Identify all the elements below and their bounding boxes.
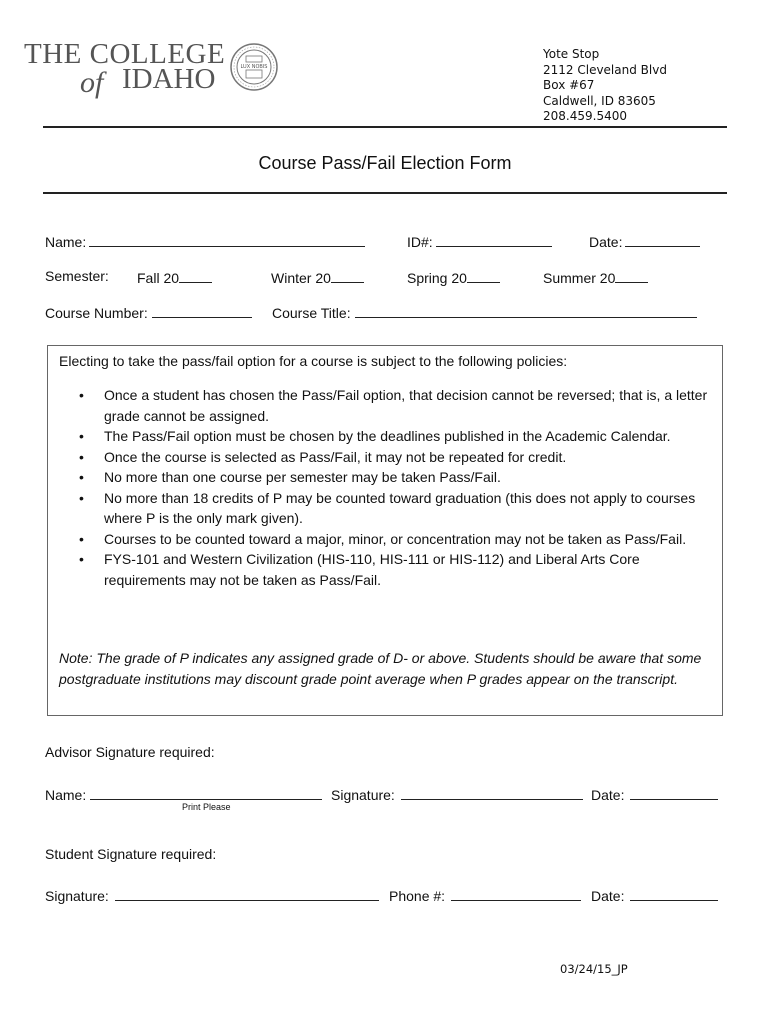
address-phone: 208.459.5400 [543,109,627,123]
address-line: Yote Stop [543,47,600,61]
course-title-field[interactable] [272,303,697,321]
address-line: Caldwell, ID 83605 [543,93,656,108]
date-field[interactable] [589,232,700,250]
student-phone-blank[interactable] [451,886,581,901]
id-blank[interactable] [436,232,552,247]
page-title: Course Pass/Fail Election Form [258,153,512,173]
student-name-field[interactable] [45,232,365,250]
policy-item: • No more than 18 credits of P may be counted toward graduation (this does not apply to courses where P is the only mark given). [48,488,708,529]
course-number-field[interactable] [45,303,252,321]
student-signature-label: Signature: [45,888,109,904]
header-rule [43,126,727,128]
summer-blank[interactable] [615,268,648,283]
course-number-label: Course Number: [45,305,148,321]
policy-item: • The Pass/Fail option must be chosen by the deadlines published in the Academic Calendar. [48,426,708,447]
college-seal-icon [229,42,279,92]
policy-item: • No more than one course per semester may be taken Pass/Fail. [48,467,708,488]
form-revision-code: 03/24/15_JP [560,962,628,976]
spring-blank[interactable] [467,268,500,283]
policy-item: • Courses to be counted toward a major, minor, or concentration may not be taken as Pass/Fail. [48,529,708,550]
policy-note: Note: The grade of P indicates any assigned grade of D- or above. Students should be aware that some postgraduate institutions may discount grade point average when P grades appear on the transcript. [59,650,702,687]
address-block [543,47,667,125]
policy-item: • Once the course is selected as Pass/Fail, it may not be repeated for credit. [48,447,708,468]
winter-label: Winter 20 [271,270,331,286]
student-date-field[interactable] [591,886,718,904]
winter-blank[interactable] [331,268,364,283]
logo-of-text: of [80,66,104,99]
advisor-signature-blank[interactable] [401,785,583,800]
seal-text: LUX NOBIS [240,64,268,70]
course-title-label: Course Title: [272,305,351,321]
fall-option[interactable] [137,268,212,286]
student-signature-field[interactable] [45,886,379,904]
fall-blank[interactable] [179,268,212,283]
student-heading: Student Signature required: [45,846,217,862]
id-field[interactable] [407,232,552,250]
policy-item: • Once a student has chosen the Pass/Fail option, that decision cannot be reversed; that is, a letter grade cannot be assigned. [48,385,708,426]
student-phone-label: Phone #: [389,888,446,904]
print-please-hint: Print Please [182,802,231,812]
summer-label: Summer 20 [543,270,616,286]
advisor-signature-field[interactable] [331,785,583,803]
advisor-heading: Advisor Signature required: [45,744,215,760]
date-label: Date: [589,234,623,250]
semester-label: Semester: [45,268,109,284]
logo-idaho-text: IDAHO [122,63,216,95]
advisor-date-label: Date: [591,787,625,803]
title-rule [43,192,727,194]
date-blank[interactable] [625,232,700,247]
student-phone-field[interactable] [389,886,581,904]
advisor-name-blank[interactable] [90,785,322,800]
winter-option[interactable] [271,268,364,286]
id-label: ID#: [407,234,433,250]
fall-label: Fall 20 [137,270,180,286]
spring-label: Spring 20 [407,270,467,286]
spring-option[interactable] [407,268,500,286]
advisor-name-label: Name: [45,787,87,803]
policy-item: • FYS-101 and Western Civilization (HIS-110, HIS-111 or HIS-112) and Liberal Arts Core requirements may not be taken as Pass/Fail. [48,549,708,590]
course-number-blank[interactable] [152,303,252,318]
advisor-date-blank[interactable] [630,785,718,800]
advisor-signature-label: Signature: [331,787,395,803]
student-date-blank[interactable] [630,886,718,901]
course-title-blank[interactable] [355,303,697,318]
address-line: Box #67 [543,78,595,92]
advisor-name-field[interactable] [45,785,322,803]
policy-list [48,385,708,590]
student-signature-blank[interactable] [115,886,379,901]
student-date-label: Date: [591,888,625,904]
policy-intro: Electing to take the pass/fail option for a course is subject to the following policies: [59,353,568,369]
summer-option[interactable] [543,268,648,286]
logo-college-text: THE COLLEGE [24,38,226,70]
name-blank[interactable] [89,232,365,247]
address-line: 2112 Cleveland Blvd [543,62,667,77]
advisor-date-field[interactable] [591,785,718,803]
policy-box [47,345,723,716]
name-label: Name: [45,234,87,250]
